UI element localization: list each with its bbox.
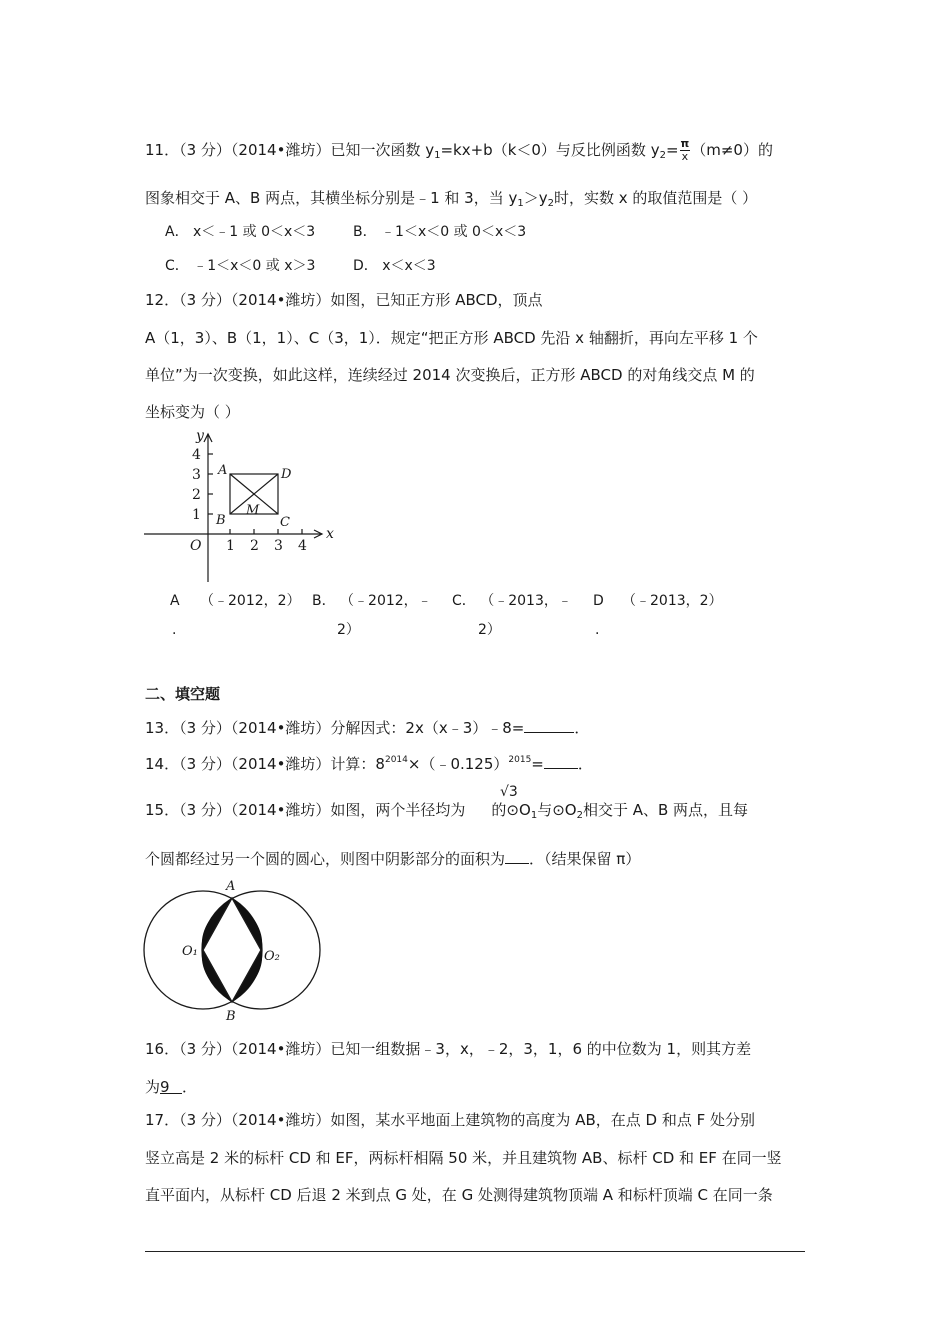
q17-line1: 17．（3 分）（2014•潍坊）如图，某水平地面上建筑物的高度为 AB，在点 D 和点 F 处分别 <box>145 1111 755 1129</box>
answer-blank <box>524 716 574 733</box>
point-b-label: B <box>216 513 226 528</box>
origin-label: O <box>190 538 202 554</box>
q11-line2: 图象相交于 A、B 两点，其横坐标分别是﹣1 和 3，当 $y_1>y_2$时，实数 x 的取值范围是（ ） <box>145 189 758 209</box>
y-tick-1: 1 <box>192 507 201 523</box>
y-axis-label: y <box>196 428 204 444</box>
q14-line: 14．（3 分）（2014•潍坊）计算：$8^{2014}\times(﹣0.125)^{2015}=$ ． <box>145 750 593 774</box>
q13-line: 13．（3 分）（2014•潍坊）分解因式：2x（x﹣3）﹣8= ． <box>145 716 589 738</box>
x-tick-2: 2 <box>250 538 259 554</box>
sqrt-three: √3 <box>500 784 518 800</box>
q11-option-b: B． ﹣1＜x＜0 或 0＜x＜3 <box>353 224 527 240</box>
answer-blank: 9 <box>160 1077 182 1094</box>
x-tick-3: 3 <box>274 538 283 554</box>
y-tick-3: 3 <box>192 467 201 483</box>
q12-coordinate-figure <box>140 428 340 588</box>
q11-line1: 11．（3 分）（2014•潍坊）已知一次函数 $y_1=kx+b(k<0)$与反比例函数 $y_2=$ $\frac{\pi}{x}$ （m≠0）的 <box>145 137 773 163</box>
q12-option-d-text: （﹣2013，2） <box>622 593 723 609</box>
q11-option-c: C． ﹣1＜x＜0 或 x＞3 <box>165 258 316 274</box>
q12-line2: A（1，3）、B（1，1）、C（3，1）．规定“把正方形 ABCD 先沿 x 轴翻折，再向左平移 1 个 <box>145 329 758 347</box>
answer-blank <box>505 847 529 864</box>
q12-line4: 坐标变为（ ） <box>145 403 240 421</box>
q16-line1: 16．（3 分）（2014•潍坊）已知一组数据﹣3，x，﹣2，3，1，6 的中位数为 1，则其方差 <box>145 1040 752 1058</box>
fraction: $\frac{\pi}{x}$ <box>680 137 690 163</box>
section-title: 二、填空题 <box>145 685 221 703</box>
point-c-label: C <box>280 515 290 530</box>
q17-line3: 直平面内，从标杆 CD 后退 2 米到点 G 处，在 G 处测得建筑物顶端 A 和标杆顶端 C 在同一条 <box>145 1186 773 1204</box>
x-tick-1: 1 <box>226 538 235 554</box>
rhombus <box>203 898 261 1002</box>
point-a-label: A <box>226 879 236 894</box>
point-a-label: A <box>218 463 228 478</box>
y-tick-4: 4 <box>192 447 201 463</box>
y-tick-2: 2 <box>192 487 201 503</box>
q12-option-b-text: B． （﹣2012，﹣ <box>312 593 432 609</box>
point-o2-label: O₂ <box>264 949 280 964</box>
q16-line2: 为9 ． <box>145 1078 198 1096</box>
q11-option-d: D． x＜x＜3 <box>353 258 436 274</box>
q17-line2: 竖立高是 2 米的标杆 CD 和 EF，两标杆相隔 50 米，并且建筑物 AB、标杆 CD 和 EF 在同一竖 <box>145 1149 782 1167</box>
answer-blank <box>544 752 578 769</box>
point-m-label: M <box>246 503 260 518</box>
q15-line1: 15．（3 分）（2014•潍坊）如图，两个半径均为 的$⊙O_1$与$⊙O_2$相交于 A、B 两点，且每 <box>145 801 749 821</box>
q12-line3: 单位”为一次变换，如此这样，连续经过 2014 次变换后，正方形 ABCD 的对角线交点 M 的 <box>145 366 755 384</box>
point-o1-label: O₁ <box>182 944 198 959</box>
q12-option-c-text: C． （﹣2013，﹣ <box>452 593 572 609</box>
q12-option-a-text: （﹣2012，2） <box>200 593 301 609</box>
x-tick-4: 4 <box>298 538 307 554</box>
q12-option-d-letter: D <box>593 593 604 609</box>
q12-option-c-text-2: 2） <box>478 622 501 638</box>
page-bottom-rule <box>145 1251 805 1252</box>
point-b-label: B <box>226 1009 236 1024</box>
q12-option-a-letter: A <box>170 593 180 609</box>
q12-option-d-dot: . <box>595 622 600 638</box>
x-axis-label: x <box>326 526 334 542</box>
q11-option-a: A． x＜﹣1 或 0＜x＜3 <box>165 224 316 240</box>
q12-option-a-dot: . <box>172 622 177 638</box>
point-d-label: D <box>281 467 292 482</box>
q12-line1: 12．（3 分）（2014•潍坊）如图，已知正方形 ABCD，顶点 <box>145 291 543 309</box>
q12-option-b-text-2: 2） <box>337 622 360 638</box>
q15-circles-figure <box>140 876 330 1022</box>
q15-line2: 个圆都经过另一个圆的圆心，则图中阴影部分的面积为 ．（结果保留 π） <box>145 847 640 869</box>
